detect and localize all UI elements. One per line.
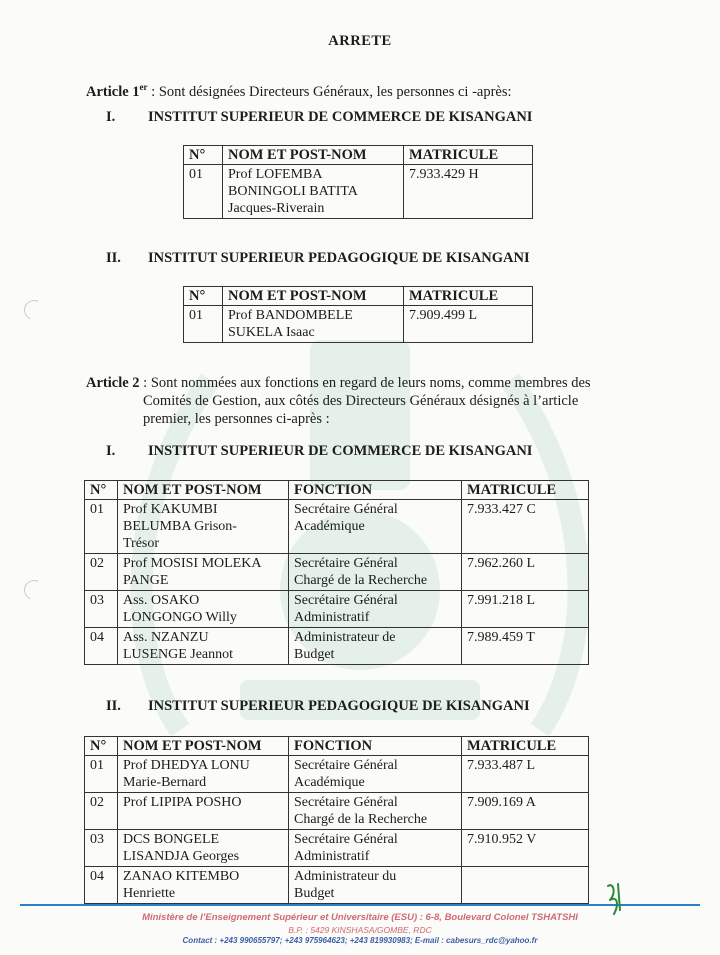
- fonction-line: Chargé de la Recherche: [294, 812, 428, 827]
- fonction-line: Secrétaire Général: [294, 502, 398, 517]
- section-title: INSTITUT SUPERIEUR PEDAGOGIQUE DE KISANGANI: [148, 250, 530, 266]
- name-line: Marie-Bernard: [123, 775, 207, 790]
- fonction-line: Secrétaire Général: [294, 795, 398, 810]
- cell-matricule: 7.910.952 V: [462, 830, 589, 867]
- col-header-name: NOM ET POST-NOM: [223, 146, 404, 165]
- table-row: [85, 867, 589, 904]
- table-row: [85, 830, 589, 867]
- footer-contact: Contact : +243 990655797; +243 975964623; +243 819930983; E-mail : cabesurs_rdc@yahoo.fr: [182, 936, 538, 945]
- cell-matricule: 7.933.427 C: [462, 500, 589, 554]
- table-row: [85, 628, 589, 665]
- name-line: Prof BANDOMBELE: [228, 308, 353, 323]
- cell-number: 02: [85, 793, 118, 830]
- col-header-name: NOM ET POST-NOM: [223, 287, 404, 306]
- directors-table-isp: [183, 286, 533, 343]
- cell-name: [118, 793, 289, 830]
- committee-table-isc: [84, 480, 589, 665]
- cell-fonction: [289, 628, 462, 665]
- table-row: [184, 165, 533, 219]
- name-line: ZANAO KITEMBO: [123, 869, 240, 884]
- col-header-matricule: MATRICULE: [462, 737, 589, 756]
- section-number: II.: [106, 698, 121, 714]
- fonction-line: Secrétaire Général: [294, 832, 398, 847]
- cell-fonction: [289, 591, 462, 628]
- name-line: DCS BONGELE: [123, 832, 220, 847]
- cell-name: [118, 756, 289, 793]
- fonction-line: Secrétaire Général: [294, 758, 398, 773]
- article-2-line: : Sont nommées aux fonctions en regard de leurs noms, comme membres des: [139, 375, 591, 391]
- name-line: Prof MOSISI MOLEKA: [123, 556, 262, 571]
- col-header-number: N°: [184, 146, 223, 165]
- cell-fonction: [289, 756, 462, 793]
- article-1-paragraph: [86, 78, 686, 101]
- section-title: INSTITUT SUPERIEUR PEDAGOGIQUE DE KISANGANI: [148, 698, 530, 714]
- cell-name: [118, 500, 289, 554]
- cell-fonction: [289, 867, 462, 904]
- article-2-label: Article 2: [86, 375, 140, 391]
- fonction-line: Administrateur de: [294, 630, 396, 645]
- cell-fonction: [289, 500, 462, 554]
- punch-hole-mark: [21, 297, 47, 323]
- footer-ministry-address: Ministère de l’Enseignement Supérieur et Universitaire (ESU) : 6-8, Boulevard Colonel TSHATSHI: [142, 912, 578, 923]
- name-line: Jacques-Riverain: [228, 201, 325, 216]
- name-line: BONINGOLI BATITA: [228, 184, 358, 199]
- footer-postal-box: B.P. : 5429 KINSHASA/GOMBE, RDC: [288, 925, 432, 935]
- article-1-sup: er: [139, 82, 148, 92]
- table-row: [184, 306, 533, 343]
- cell-name: [118, 554, 289, 591]
- table-row: [85, 756, 589, 793]
- cell-number: 02: [85, 554, 118, 591]
- col-header-name: NOM ET POST-NOM: [118, 481, 289, 500]
- cell-fonction: [289, 793, 462, 830]
- col-header-matricule: MATRICULE: [462, 481, 589, 500]
- table-row: [85, 591, 589, 628]
- fonction-line: Administrateur du: [294, 869, 397, 884]
- cell-matricule: 7.991.218 L: [462, 591, 589, 628]
- name-line: BELUMBA Grison-: [123, 519, 237, 534]
- article-2-paragraph: [86, 374, 666, 428]
- fonction-line: Administratif: [294, 849, 370, 864]
- fonction-line: Secrétaire Général: [294, 593, 398, 608]
- name-line: Prof DHEDYA LONU: [123, 758, 250, 773]
- fonction-line: Académique: [294, 519, 365, 534]
- cell-name: [118, 830, 289, 867]
- cell-matricule: 7.909.169 A: [462, 793, 589, 830]
- cell-fonction: [289, 830, 462, 867]
- section-number: II.: [106, 250, 121, 266]
- name-line: Prof KAKUMBI: [123, 502, 218, 517]
- table-row: [85, 500, 589, 554]
- fonction-line: Budget: [294, 886, 335, 901]
- cell-number: 04: [85, 628, 118, 665]
- cell-matricule: [462, 867, 589, 904]
- section-number: I.: [106, 109, 116, 125]
- col-header-matricule: MATRICULE: [404, 287, 533, 306]
- col-header-number: N°: [85, 481, 118, 500]
- cell-fonction: [289, 554, 462, 591]
- table-row: [85, 554, 589, 591]
- cell-number: 03: [85, 830, 118, 867]
- article-2-line: Comités de Gestion, aux côtés des Directeurs Généraux désignés à l’article: [143, 393, 579, 409]
- name-line: Henriette: [123, 886, 176, 901]
- cell-number: 01: [85, 756, 118, 793]
- name-line: Ass. NZANZU: [123, 630, 209, 645]
- name-line: LUSENGE Jeannot: [123, 647, 234, 662]
- cell-name: [223, 306, 404, 343]
- col-header-fonction: FONCTION: [289, 737, 462, 756]
- name-line: PANGE: [123, 573, 169, 588]
- cell-number: 01: [85, 500, 118, 554]
- name-line: Prof LOFEMBA: [228, 167, 323, 182]
- cell-name: [118, 867, 289, 904]
- article-1-label: Article 1: [86, 83, 140, 100]
- col-header-name: NOM ET POST-NOM: [118, 737, 289, 756]
- cell-name: [223, 165, 404, 219]
- name-line: LISANDJA Georges: [123, 849, 240, 864]
- cell-number: 04: [85, 867, 118, 904]
- article-1-text: : Sont désignées Directeurs Généraux, les personnes ci -après:: [147, 83, 512, 100]
- col-header-matricule: MATRICULE: [404, 146, 533, 165]
- fonction-line: Secrétaire Général: [294, 556, 398, 571]
- col-header-number: N°: [184, 287, 223, 306]
- cell-name: [118, 591, 289, 628]
- punch-hole-mark: [21, 577, 47, 603]
- cell-matricule: 7.962.260 L: [462, 554, 589, 591]
- cell-number: 01: [184, 165, 223, 219]
- name-line: Prof LIPIPA POSHO: [123, 795, 242, 810]
- col-header-fonction: FONCTION: [289, 481, 462, 500]
- section-number: I.: [106, 443, 116, 459]
- directors-table-isc: [183, 145, 533, 219]
- name-line: SUKELA Isaac: [228, 325, 315, 340]
- article-2-line: premier, les personnes ci-après :: [143, 411, 330, 427]
- section-title: INSTITUT SUPERIEUR DE COMMERCE DE KISANGANI: [148, 443, 533, 459]
- cell-number: 03: [85, 591, 118, 628]
- fonction-line: Budget: [294, 647, 335, 662]
- cell-name: [118, 628, 289, 665]
- section-title: INSTITUT SUPERIEUR DE COMMERCE DE KISANGANI: [148, 109, 533, 125]
- footer-rule: [20, 904, 700, 906]
- fonction-line: Administratif: [294, 610, 370, 625]
- fonction-line: Académique: [294, 775, 365, 790]
- cell-matricule: 7.909.499 L: [404, 306, 533, 343]
- name-line: Trésor: [123, 536, 160, 551]
- committee-table-isp: [84, 736, 589, 904]
- cell-matricule: 7.989.459 T: [462, 628, 589, 665]
- cell-matricule: 7.933.429 H: [404, 165, 533, 219]
- fonction-line: Chargé de la Recherche: [294, 573, 428, 588]
- cell-number: 01: [184, 306, 223, 343]
- cell-matricule: 7.933.487 L: [462, 756, 589, 793]
- document-title: ARRETE: [328, 33, 392, 49]
- name-line: Ass. OSAKO: [123, 593, 200, 608]
- name-line: LONGONGO Willy: [123, 610, 237, 625]
- table-row: [85, 793, 589, 830]
- col-header-number: N°: [85, 737, 118, 756]
